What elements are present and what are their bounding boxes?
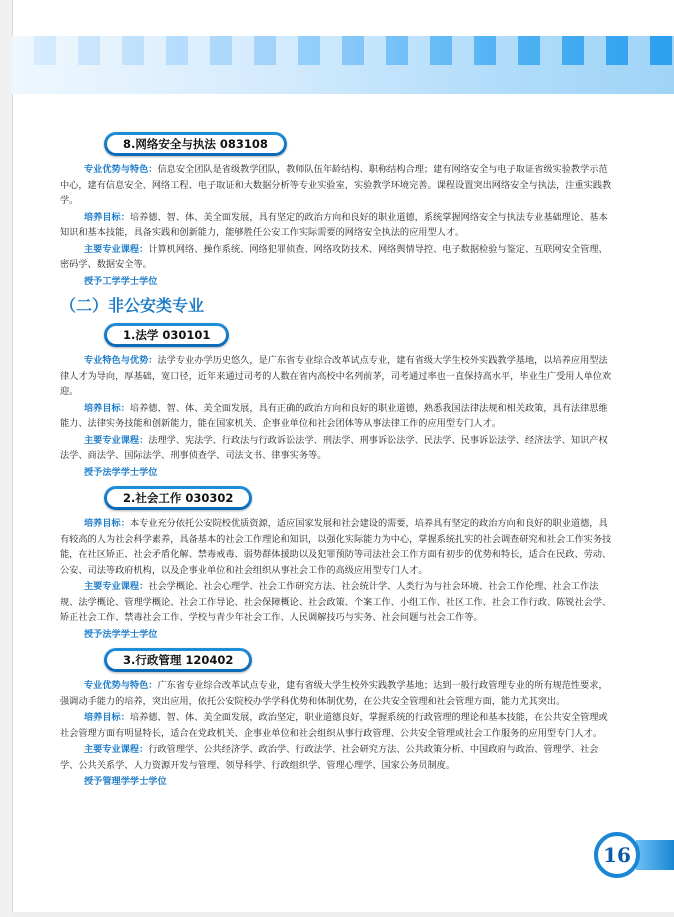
major-block xyxy=(60,644,612,790)
paragraph-text: 本专业充分依托公安院校优质资源，适应国家发展和社会建设的需要，培养具有坚定的政治方向和良好的职业道德，具有较高的人为社会科学素养，具备基本的社会工作理论和知识，以强化实际能力为中心，掌握系统扎实的社会调查研究和社会工作实务技能，在社区矫正、社会矛盾化解、禁毒戒毒、弱势群体援助以及犯罪预防等司法社会工作方面有初步的优势和特长，适合在民政、劳动、公安、司法等政府机构，以及企事业单位和社会组织从事社会工作的高级应用型专门人才。 xyxy=(60,518,612,576)
paragraph-label: 主要专业课程： xyxy=(84,581,149,592)
major-block xyxy=(60,482,612,642)
major-title-pill xyxy=(104,648,252,672)
major-block xyxy=(60,319,612,480)
major-block xyxy=(60,128,612,289)
degree-line: 授予工学学士学位 xyxy=(84,275,158,287)
header-banner xyxy=(12,36,674,94)
major-paragraph xyxy=(60,516,612,578)
page-tab xyxy=(636,840,674,870)
paragraph-text: 培养德、智、体、美全面发展，政治坚定，职业道德良好，掌握系统的行政管理的理论和基本技能，在公共安全管理或社会管理方面有明显特长，适合在党政机关、企事业单位和社会组织从事行政管理、公共安全管理或社会工作服务的应用型专门人才。 xyxy=(60,712,608,739)
paragraph-text: 计算机网络、操作系统、网络犯罪侦查、网络攻防技术、网络舆情导控、电子数据检验与鉴定、互联网安全管理、密码学、数据安全等。 xyxy=(60,243,608,270)
major-paragraph xyxy=(60,678,612,709)
book-spine xyxy=(0,0,13,917)
paragraph-text: 广东省专业综合改革试点专业，建有省级大学生校外实践教学基地；达到一般行政管理专业的所有规范性要求，强调动手能力的培养，突出应用，依托公安院校办学学科优势和体制优势，在公共安全管理和社会管理方面，能力尤其突出。 xyxy=(60,680,608,707)
major-title: 8.网络安全与执法 083108 xyxy=(107,135,284,153)
major-paragraph xyxy=(60,742,612,773)
paragraph-label: 培养目标： xyxy=(84,402,130,414)
paragraph-text: 信息安全团队是省级教学团队，教师队伍年龄结构、职称结构合理；建有网络安全与电子取证省级实验教学示范中心，建有信息安全、网络工程、电子取证和大数据分析等专业实验室，实验教学环境完善。课程设置突出网络安全与执法，注重实践教学。 xyxy=(60,164,612,206)
major-paragraph xyxy=(60,210,612,241)
major-paragraph xyxy=(60,353,612,400)
paragraph-label: 专业优势与特色： xyxy=(84,164,158,175)
paragraph-label: 培养目标： xyxy=(84,712,130,723)
degree-line: 授予法学学士学位 xyxy=(84,628,158,640)
page-content xyxy=(60,128,612,792)
paragraph-text: 法学专业办学历史悠久，是广东省专业综合改革试点专业，建有省级大学生校外实践教学基地，以培养应用型法律人才为导向，厚基础，宽口径，近年来通过司考的人数在省内高校中名列前茅，司考通过率也一直保持高水平，毕业生广受用人单位欢迎。 xyxy=(60,355,612,397)
degree-line: 授予管理学学士学位 xyxy=(84,776,167,787)
paragraph-label: 培养目标： xyxy=(84,211,130,223)
major-title: 3.行政管理 120402 xyxy=(107,651,249,669)
major-title-pill xyxy=(104,323,229,347)
paragraph-label: 主要专业课程： xyxy=(84,744,149,755)
paragraph-text: 培养德、智、体、美全面发展，具有正确的政治方向和良好的职业道德，熟悉我国法律法规和相关政策，具有法律思维能力、法律实务技能和创新能力，能在国家机关、企事业单位和社会团体等从事法律工作的应用型专门人才。 xyxy=(60,402,608,429)
section-heading: （二）非公安类专业 xyxy=(60,296,205,315)
major-paragraph xyxy=(60,242,612,273)
major-title: 2.社会工作 030302 xyxy=(107,489,249,507)
paragraph-label: 主要专业课程： xyxy=(84,434,149,446)
paragraph-text: 社会学概论、社会心理学、社会工作研究方法、社会统计学、人类行为与社会环境、社会工作伦理、社会工作法规、法学概论、管理学概论、社会工作导论、社会保障概论、社会政策、个案工作、小组工作、社区工作、社会工作行政、陈锐社会学、矫正社会工作、禁毒社会工作、学校与青少年社会工作、人民调解技巧与实务、社会问题与社会工作等。 xyxy=(60,581,612,623)
major-title-pill xyxy=(104,132,287,156)
major-paragraph xyxy=(60,710,612,741)
paragraph-text: 培养德、智、体、美全面发展，具有坚定的政治方向和良好的职业道德，系统掌握网络安全与执法专业基础理论、基本知识和基本技能，具备实践和创新能力，能够胜任公安工作实际需要的网络安全执法的应用型人才。 xyxy=(60,211,608,238)
paragraph-label: 培养目标： xyxy=(84,518,130,529)
degree-line: 授予法学学士学位 xyxy=(84,466,158,478)
major-paragraph xyxy=(60,162,612,209)
page-number: 16 xyxy=(594,832,640,878)
major-title: 1.法学 030101 xyxy=(107,326,226,344)
page-bottom-edge xyxy=(12,912,674,917)
major-title-pill xyxy=(104,486,252,510)
major-paragraph xyxy=(60,433,612,464)
paragraph-text: 行政管理学、公共经济学、政治学、行政法学、社会研究方法、公共政策分析、中国政府与政治、管理学、社会学、公共关系学、人力资源开发与管理、领导科学、行政组织学、管理心理学、国家公务员制度。 xyxy=(60,744,599,771)
major-paragraph xyxy=(60,401,612,432)
paragraph-text: 法理学、宪法学、行政法与行政诉讼法学、刑法学、刑事诉讼法学、民法学、民事诉讼法学、经济法学、知识产权法学、商法学、国际法学、刑事侦查学、司法文书、律事实务等。 xyxy=(60,434,608,461)
paragraph-label: 主要专业课程： xyxy=(84,243,149,255)
paragraph-label: 专业特色与优势： xyxy=(84,355,158,366)
major-paragraph xyxy=(60,579,612,626)
paragraph-label: 专业优势与特色： xyxy=(84,680,158,691)
